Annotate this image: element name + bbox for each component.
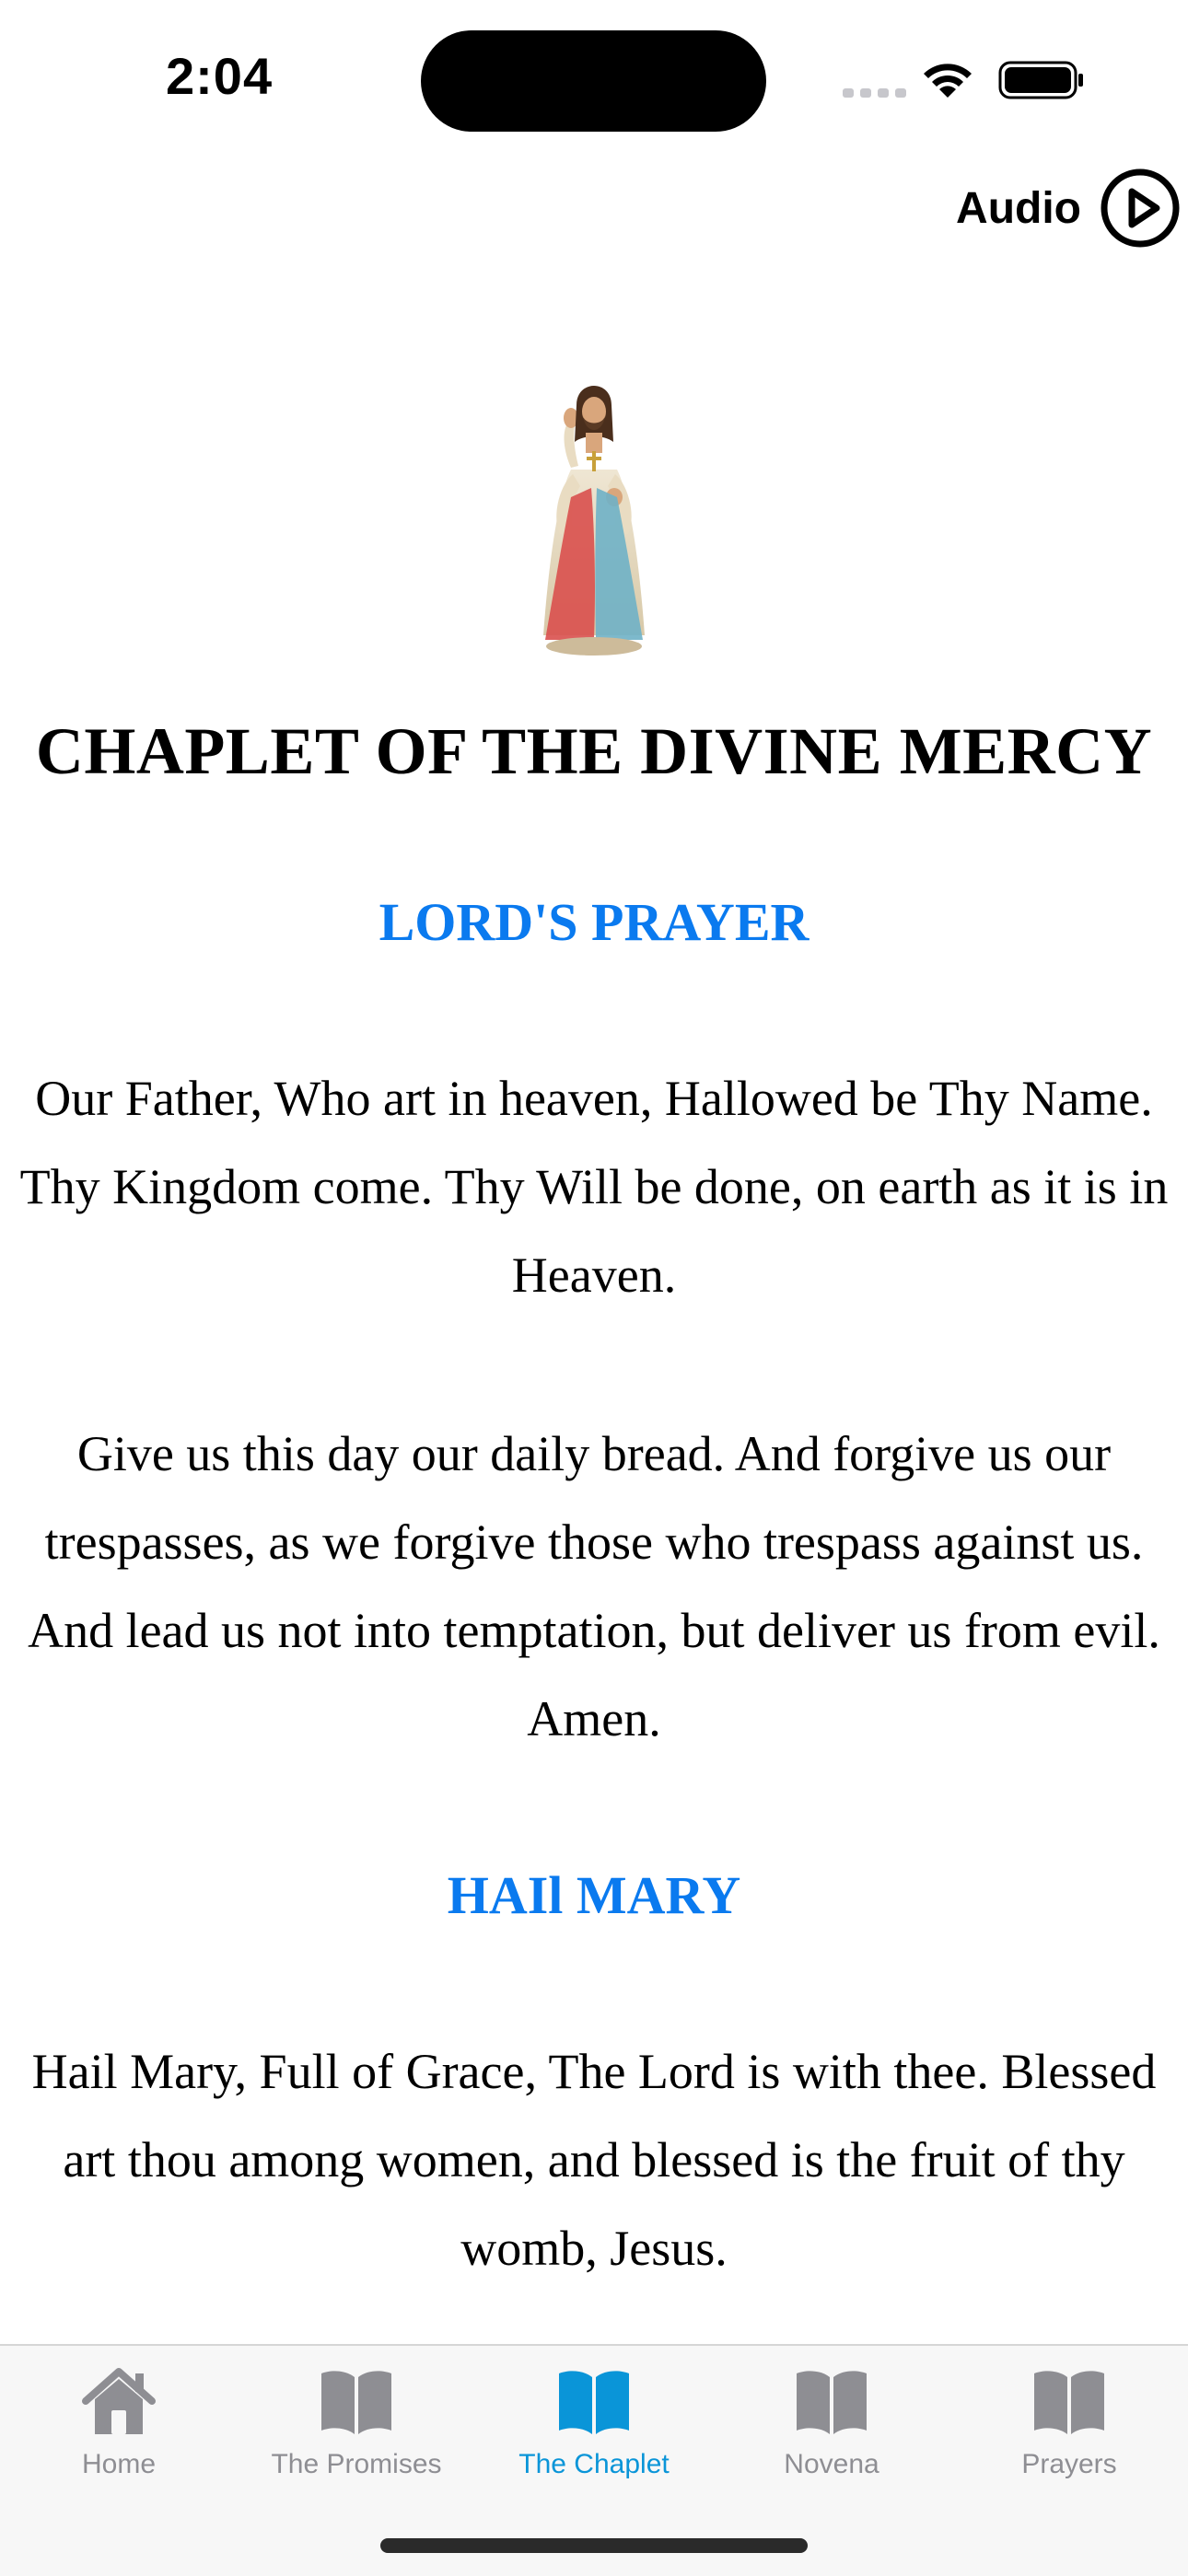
- status-time: 2:04: [166, 47, 274, 105]
- section-heading-lords-prayer: LORD'S PRAYER: [379, 892, 809, 952]
- tab-label: Novena: [784, 2449, 879, 2479]
- prayer-paragraph: Our Father, Who art in heaven, Hallowed be Thy Name. Thy Kingdom come. Thy Will be done, on earth as it is in Heaven.: [19, 1071, 1169, 1303]
- tab-label: Home: [81, 2449, 157, 2479]
- dynamic-island: [421, 30, 766, 132]
- tab-label: Prayers: [1021, 2449, 1117, 2479]
- home-indicator[interactable]: [380, 2538, 808, 2553]
- prayer-paragraph: Hail Mary, Full of Grace, The Lord is with thee. Blessed art thou among women, and blessed is the fruit of thy womb, Jesus.: [31, 2044, 1157, 2276]
- wifi-icon: [919, 57, 976, 99]
- battery-icon: [998, 61, 1085, 99]
- house-icon: [80, 2364, 157, 2438]
- cellular-signal-icon: [843, 85, 907, 99]
- tab-the-promises[interactable]: [238, 2364, 475, 2480]
- chaplet-content: [0, 359, 1188, 2292]
- tab-novena[interactable]: [713, 2364, 950, 2480]
- audio-label: Audio: [956, 183, 1081, 233]
- book-icon: [555, 2364, 633, 2438]
- divine-mercy-image: [507, 359, 681, 663]
- page-title: CHAPLET OF THE DIVINE MERCY: [35, 714, 1153, 788]
- tab-the-chaplet[interactable]: [475, 2364, 713, 2480]
- tab-label: The Promises: [271, 2449, 442, 2479]
- section-heading-hail-mary: HAIl MARY: [447, 1865, 741, 1925]
- book-icon: [793, 2364, 870, 2438]
- tab-home[interactable]: [0, 2364, 238, 2480]
- tab-label: The Chaplet: [518, 2449, 670, 2479]
- prayer-paragraph: Give us this day our daily bread. And forgive us our trespasses, as we forgive those who trespass against us. And lead us not into temptation, but deliver us from evil. Amen.: [28, 1426, 1160, 1746]
- tab-prayers[interactable]: [950, 2364, 1188, 2480]
- audio-button[interactable]: [956, 166, 1181, 250]
- status-bar: [0, 0, 1188, 157]
- book-icon: [1031, 2364, 1108, 2438]
- book-icon: [318, 2364, 395, 2438]
- play-circle-icon: [1100, 168, 1181, 249]
